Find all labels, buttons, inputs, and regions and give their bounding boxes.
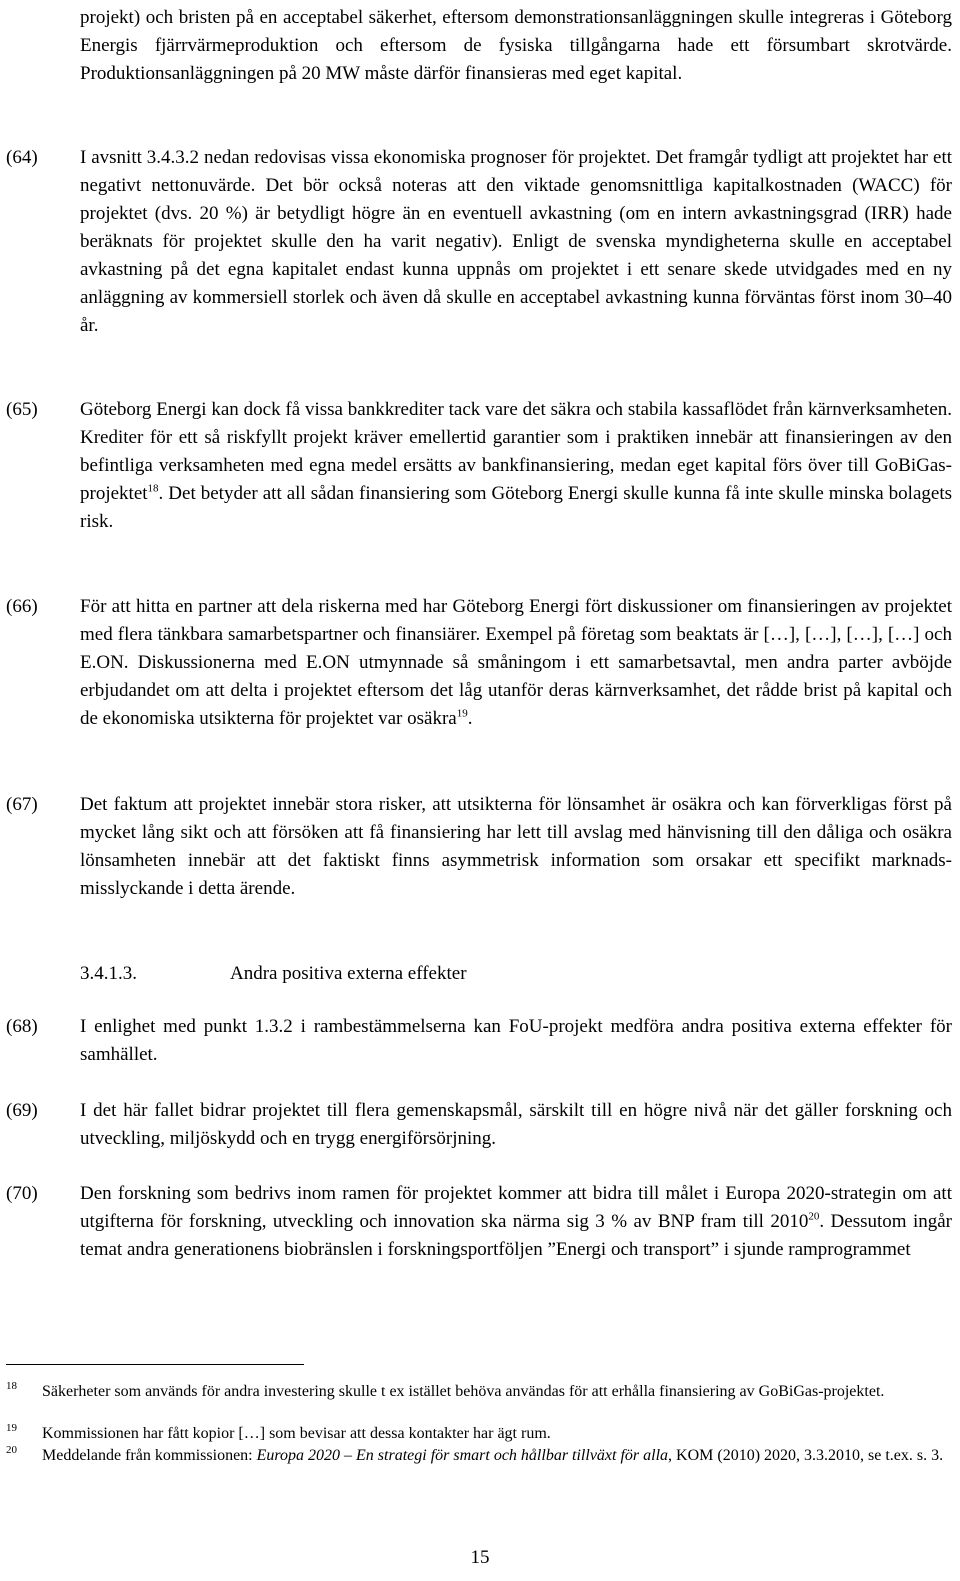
paragraph-text: I avsnitt 3.4.3.2 nedan redovisas vissa ekonomiska prognoser för projektet. Det framgår tydligt att projektet har ett negativt nettonuvärde. Det bör också noteras att den viktade genomsnittliga kapitalkostnaden (WACC) för projektet (dvs. 20 %) är betydligt högre än en eventuell avkastning (om en intern avkastningsgrad (IRR) hade beräknats för projektet skulle den ha varit negativ). Enligt de svenska myndigheterna skulle en acceptabel avkastning på det egna kapitalet endast kunna uppnås om projektet i ett senare skede utvidgades med en ny anläggning av kommersiell storlek och även då skulle en acceptabel avkastning kunna förväntas först inom 30–40 år. xyxy=(80,147,952,336)
paragraph-68 xyxy=(0,1013,952,1069)
footnote-text-part: Meddelande från kommissionen: xyxy=(42,1447,257,1464)
paragraph-number: (69) xyxy=(6,1100,38,1121)
footnote-title-italic: Europa 2020 – En strategi för smart och hållbar tillväxt för alla xyxy=(256,1447,669,1464)
paragraph-number: (65) xyxy=(6,399,38,420)
paragraph-text: I enlighet med punkt 1.3.2 i rambestämmelserna kan FoU-projekt medföra andra positiva externa effekter för samhället. xyxy=(80,1016,952,1065)
paragraph-number: (66) xyxy=(6,596,38,617)
paragraph-65 xyxy=(0,396,952,536)
footnote-19 xyxy=(0,1424,952,1444)
paragraph-67 xyxy=(0,791,952,903)
paragraph-63-continuation xyxy=(0,4,952,88)
footnote-18 xyxy=(0,1382,952,1402)
paragraph-text-part: Den forskning som bedrivs inom ramen för projektet kommer att bidra till målet i Europa 2020-strategin om att utgifterna för forskning, utveckling och innovation ska närma sig 3 % av BNP fram till 2010 xyxy=(80,1183,952,1232)
paragraph-number: (68) xyxy=(6,1016,38,1037)
paragraph-text-part: . xyxy=(467,708,473,729)
section-title: Andra positiva externa effekter xyxy=(230,963,467,984)
footnote-ref-20[interactable]: 20 xyxy=(808,1210,820,1223)
footnote-separator xyxy=(6,1364,304,1365)
footnote-20 xyxy=(0,1446,952,1466)
paragraph-text: I det här fallet bidrar projektet till flera gemenskapsmål, särskilt till en högre nivå när det gäller forskning och utveckling, miljöskydd och en trygg energiförsörjning. xyxy=(80,1100,952,1149)
paragraph-text-part: . Dessutom ingår temat andra generationens biobränslen i forskningsportföljen ”Energi och transport” i sjunde ramprogrammet xyxy=(80,1211,952,1260)
section-heading xyxy=(80,960,467,988)
paragraph-number: (64) xyxy=(6,147,38,168)
section-number: 3.4.1.3. xyxy=(80,963,137,984)
paragraph-66 xyxy=(0,593,952,733)
paragraph-70 xyxy=(0,1180,952,1264)
paragraph-number: (67) xyxy=(6,794,38,815)
footnote-text: Kommissionen har fått kopior […] som bevisar att dessa kontakter har ägt rum. xyxy=(42,1425,551,1442)
paragraph-64 xyxy=(0,144,952,340)
footnote-text-part: , KOM (2010) 2020, 3.3.2010, se t.ex. s. 3. xyxy=(668,1447,944,1464)
footnote-text xyxy=(42,1446,952,1466)
footnote-number: 20 xyxy=(6,1444,17,1456)
paragraph-number: (70) xyxy=(6,1183,38,1204)
paragraph-text-part: . Det betyder att all sådan finansiering som Göteborg Energi skulle kunna få inte skulle minska bolagets risk. xyxy=(80,483,952,532)
paragraph-69 xyxy=(0,1097,952,1153)
footnote-number: 18 xyxy=(6,1380,17,1392)
paragraph-text-part: Göteborg Energi kan dock få vissa bankkrediter tack vare det säkra och stabila kassaflödet från kärnverksamheten. Krediter för ett så riskfyllt projekt kräver emellertid garantier som i praktiken innebär att finansieringen av den befintliga verksamheten med egna medel ersätts av bankfinansiering, medan eget kapital förs över till GoBiGas-projektet xyxy=(80,399,952,504)
paragraph-text xyxy=(80,593,952,733)
paragraph-text xyxy=(80,1180,952,1264)
paragraph-text-part: För att hitta en partner att dela riskerna med har Göteborg Energi fört diskussioner om finansieringen av projektet med flera tänkbara samarbetspartner och finansiärer. Exempel på företag som beaktats är […], […], […], […] och E.ON. Diskussionerna med E.ON utmynnade så småningom i ett samarbetsavtal, men andra parter avböjde erbjudandet om att delta i projektet eftersom det låg utanför deras kärnverksamhet, det rådde brist på kapital och de ekonomiska utsikterna för projektet var osäkra xyxy=(80,596,952,729)
paragraph-text: projekt) och bristen på en acceptabel säkerhet, eftersom demonstrationsanläggningen skulle integreras i Göteborg Energis fjärrvärmeproduktion och eftersom de fysiska tillgångarna hade ett försumbart skrotvärde. Produktionsanläggningen på 20 MW måste därför finansieras med eget kapital. xyxy=(80,7,952,84)
footnote-ref-19[interactable]: 19 xyxy=(456,707,468,720)
paragraph-text: Det faktum att projektet innebär stora risker, att utsikterna för lönsamhet är osäkra och kan förverkligas först på mycket lång sikt och att försöken att få finansiering har lett till avslag med hänvisning till den dåliga och osäkra lönsamheten innebär att det faktiskt finns asymmetrisk information som orsakar ett specifikt marknads-misslyckande i detta ärende. xyxy=(80,794,952,899)
footnote-ref-18[interactable]: 18 xyxy=(147,482,159,495)
footnote-text: Säkerheter som används för andra investering skulle t ex istället behöva användas för att erhålla finansiering av GoBiGas-projektet. xyxy=(42,1383,885,1400)
page-number: 15 xyxy=(470,1547,490,1568)
footnote-number: 19 xyxy=(6,1422,17,1434)
paragraph-text xyxy=(80,396,952,536)
